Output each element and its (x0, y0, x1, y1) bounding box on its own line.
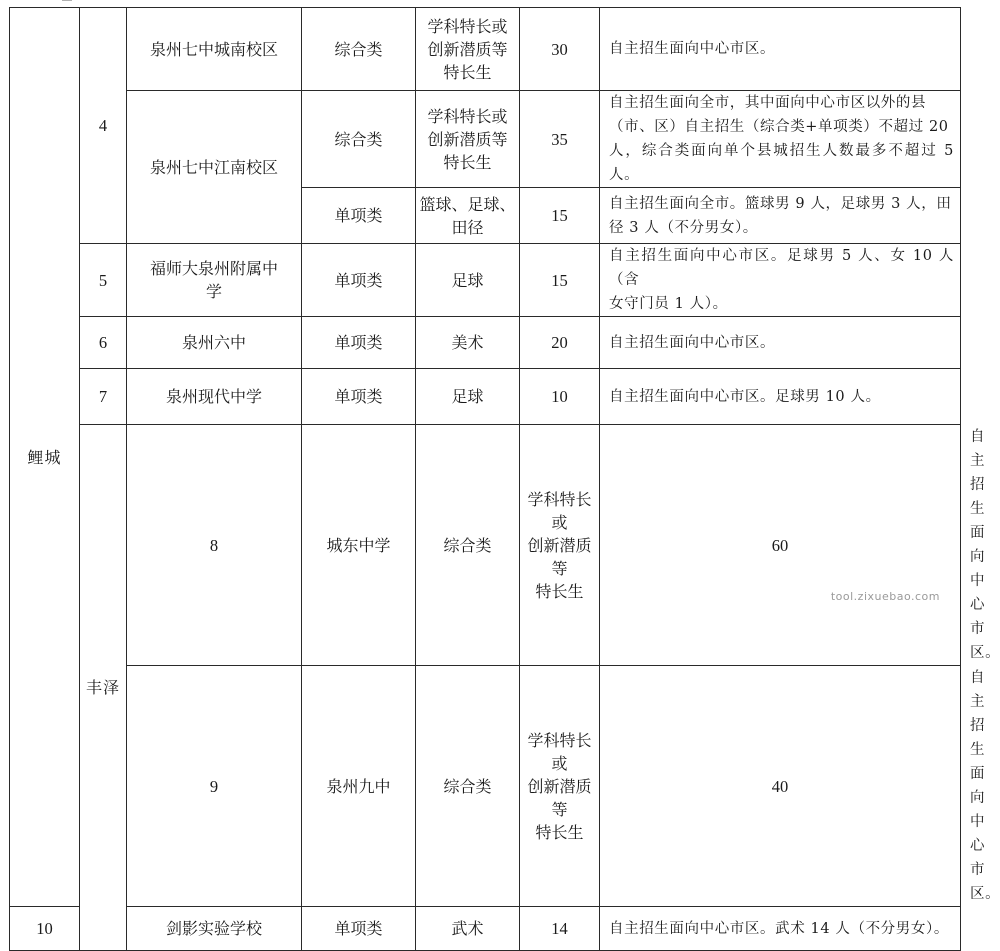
quota-cell: 40 (600, 666, 961, 907)
note-line: 人，综合类面向单个县城招生人数最多不超过 5 人。 (609, 143, 954, 183)
quota-cell: 10 (520, 369, 600, 425)
category-cell: 单项类 (302, 317, 416, 369)
table-row (10, 907, 961, 951)
category-cell: 单项类 (302, 188, 416, 244)
specialty-line: 特长生 (535, 822, 584, 842)
row-number: 9 (127, 666, 302, 907)
specialty-cell (520, 425, 600, 666)
note-cell (600, 188, 961, 244)
specialty-cell: 美术 (416, 317, 520, 369)
row-number: 4 (80, 8, 127, 244)
quota-cell: 30 (520, 8, 600, 91)
specialty-cell: 武术 (416, 907, 520, 951)
specialty-cell (416, 91, 520, 188)
note-cell (600, 244, 961, 317)
category-cell: 单项类 (302, 369, 416, 425)
school-name: 泉州现代中学 (127, 369, 302, 425)
table-row (10, 369, 961, 425)
specialty-line: 特长生 (443, 152, 492, 172)
table-row: 9 泉州九中 综合类 学科特长或 创新潜质等 特长生 40 自主招生面向中心市区。 (10, 666, 961, 907)
row-number: 5 (80, 244, 127, 317)
table-row (10, 317, 961, 369)
specialty-line: 学科特长或 (527, 489, 592, 532)
note-cell: 自主招生面向中心市区。足球男 10 人。 (600, 369, 961, 425)
quota-cell: 15 (520, 244, 600, 317)
watermark: tool.zixuebao.com (830, 590, 940, 603)
school-name: 剑影实验学校 (127, 907, 302, 951)
quota-cell: 35 (520, 91, 600, 188)
school-name: 泉州九中 (302, 666, 416, 907)
note-cell: 自主招生面向中心市区。 (600, 8, 961, 91)
row-number: 6 (80, 317, 127, 369)
specialty-line: 特长生 (535, 581, 584, 601)
note-line: （市、区）自主招生（综合类+单项类）不超过 20 (609, 119, 949, 135)
note-line: 自主招生面向全市，其中面向中心市区以外的县 (609, 95, 927, 111)
school-name: 泉州六中 (127, 317, 302, 369)
category-cell: 综合类 (416, 666, 520, 907)
specialty-line: 创新潜质等 (427, 129, 508, 149)
specialty-cell: 足球 (416, 244, 520, 317)
specialty-line: 特长生 (443, 62, 492, 82)
specialty-line: 篮球、足球、 (419, 194, 516, 214)
admission-table (9, 7, 1000, 951)
specialty-line: 学科特长或 (527, 730, 592, 773)
school-name: 泉州七中城南校区 (127, 8, 302, 91)
specialty-line: 田径 (451, 217, 484, 237)
note-line: 径 3 人（不分男女）。 (609, 219, 758, 236)
note-cell: 自主招生面向中心市区。武术 14 人（不分男女）。 (600, 907, 961, 951)
table-row (10, 244, 961, 317)
specialty-cell (416, 188, 520, 244)
row-number: 10 (10, 907, 80, 951)
note-line: 自主招生面向全市。篮球男 9 人，足球男 3 人，田 (609, 195, 952, 212)
school-name: 泉州七中江南校区 (127, 91, 302, 244)
category-cell: 单项类 (302, 907, 416, 951)
specialty-line: 学科特长或 (427, 106, 508, 126)
specialty-line: 创新潜质等 (427, 39, 508, 59)
category-cell: 综合类 (302, 91, 416, 188)
specialty-line: 创新潜质等 (527, 535, 592, 578)
note-line: 自主招生面向中心市区。足球男 5 人、女 10 人（含 (609, 248, 954, 288)
school-line: 学 (205, 282, 222, 301)
specialty-cell: 足球 (416, 369, 520, 425)
specialty-cell (416, 8, 520, 91)
school-name: 城东中学 (302, 425, 416, 666)
note-line: 女守门员 1 人）。 (609, 296, 728, 312)
scan-mark (62, 0, 72, 1)
row-number: 8 (127, 425, 302, 666)
quota-cell: 15 (520, 188, 600, 244)
table-row: 丰泽 8 城东中学 综合类 学科特长或 创新潜质等 特长生 60 自主招生面向中心市区。 (10, 425, 961, 666)
district-cell: 鲤城 (10, 8, 80, 907)
specialty-cell (520, 666, 600, 907)
category-cell: 单项类 (302, 244, 416, 317)
specialty-line: 学科特长或 (427, 16, 508, 36)
quota-cell: 20 (520, 317, 600, 369)
note-cell (600, 91, 961, 188)
category-cell: 综合类 (416, 425, 520, 666)
note-cell: 自主招生面向中心市区。 (600, 317, 961, 369)
table-row (10, 91, 961, 188)
quota-cell: 14 (520, 907, 600, 951)
district-cell: 丰泽 (80, 425, 127, 951)
quota-cell: 60 (600, 425, 961, 666)
school-name (127, 244, 302, 317)
table-row (10, 8, 961, 91)
specialty-line: 创新潜质等 (527, 776, 592, 819)
row-number: 7 (80, 369, 127, 425)
category-cell: 综合类 (302, 8, 416, 91)
school-line: 福师大泉州附属中 (149, 259, 278, 278)
